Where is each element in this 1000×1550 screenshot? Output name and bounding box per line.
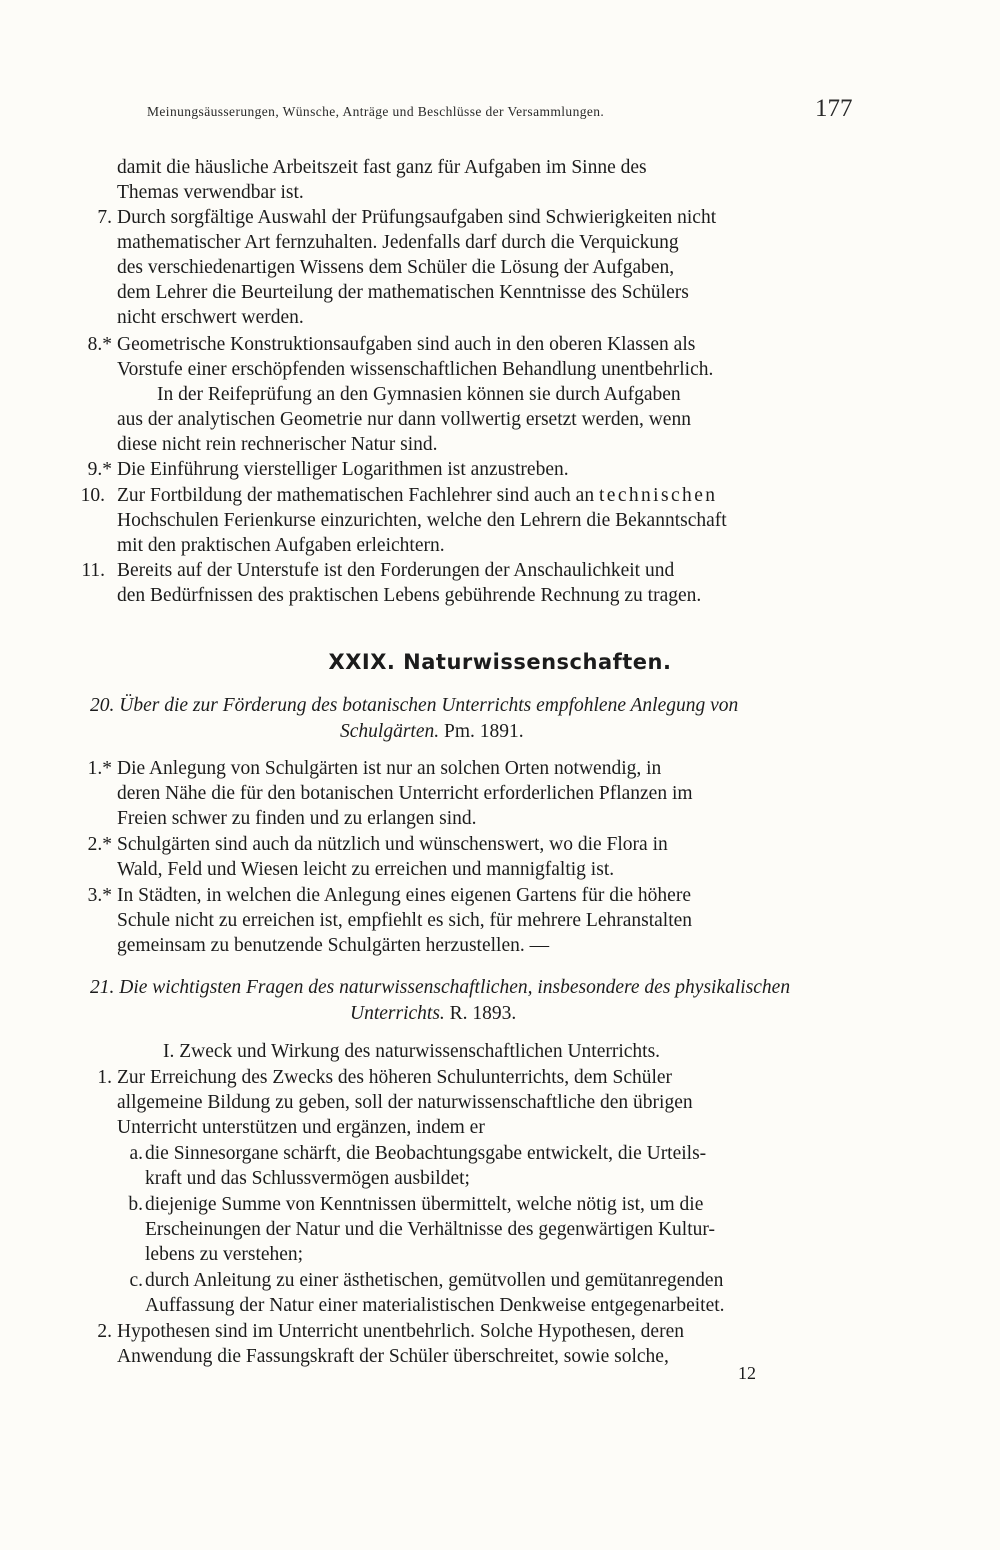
text-line: Hypothesen sind im Unterricht unentbehrlich. Solche Hypothesen, deren — [117, 1321, 684, 1342]
running-title: Meinungsäusserungen, Wünsche, Anträge und Beschlüsse der Versammlungen. — [147, 104, 605, 119]
text-line: Hochschulen Ferienkurse einzurichten, welche den Lehrern die Bekanntschaft — [117, 510, 727, 531]
text-line: Bereits auf der Unterstufe ist den Forderungen der Anschaulichkeit und — [117, 560, 675, 581]
text-line: mathematischer Art fernzuhalten. Jedenfalls darf durch die Verquickung — [117, 232, 679, 253]
item-number: 3.* — [87, 885, 112, 906]
item-number: 8.* — [87, 334, 112, 355]
section-heading: XXIX. Naturwissenschaften. — [328, 650, 672, 674]
text-line: gemeinsam zu benutzende Schulgärten herzustellen. — — [117, 935, 550, 956]
page-number: 177 — [815, 95, 853, 122]
text-line: diese nicht rein rechnerischer Natur sind. — [117, 434, 438, 455]
text-line: Freien schwer zu finden und zu erlangen sind. — [117, 808, 477, 829]
text-line: Themas verwendbar ist. — [117, 182, 304, 203]
item-number: 1.* — [87, 758, 112, 779]
text-line: Auffassung der Natur einer materialistischen Denkweise entgegenarbeitet. — [145, 1295, 725, 1316]
entry-title: Die wichtigsten Fragen des naturwissenschaftlichen, insbesondere des physikalischen — [119, 977, 791, 998]
entry-title-line — [340, 720, 524, 744]
text-line: Wald, Feld und Wiesen leicht zu erreichen und mannigfaltig ist. — [117, 859, 615, 880]
text-line: Geometrische Konstruktionsaufgaben sind auch in den oberen Klassen als — [117, 334, 696, 355]
text-line: In Städten, in welchen die Anlegung eines eigenen Gartens für die höhere — [117, 885, 691, 906]
item-number: 10. — [80, 485, 105, 506]
text-line: diejenige Summe von Kenntnissen übermittelt, welche nötig ist, um die — [145, 1194, 704, 1215]
text-line: durch Anleitung zu einer ästhetischen, gemütvollen und gemütanregenden — [145, 1270, 724, 1291]
entry-title-line — [90, 694, 738, 718]
text-line: dem Lehrer die Beurteilung der mathematischen Kenntnisse des Schülers — [117, 282, 689, 303]
text-line: damit die häusliche Arbeitszeit fast ganz für Aufgaben im Sinne des — [117, 157, 647, 178]
text-line: Durch sorgfältige Auswahl der Prüfungsaufgaben sind Schwierigkeiten nicht — [117, 207, 717, 228]
text-line: Die Anlegung von Schulgärten ist nur an solchen Orten notwendig, in — [117, 758, 662, 779]
text-line: des verschiedenartigen Wissens dem Schüler die Lösung der Aufgaben, — [117, 257, 675, 278]
entry-source: Pm. 1891. — [443, 721, 524, 742]
text-line: lebens zu verstehen; — [145, 1244, 304, 1265]
text-line: den Bedürfnissen des praktischen Lebens gebührende Rechnung zu tragen. — [117, 585, 702, 606]
item-number: 11. — [81, 560, 105, 581]
subsection-heading: I. Zweck und Wirkung des naturwissenschaftlichen Unterrichts. — [163, 1041, 661, 1062]
text-line: aus der analytischen Geometrie nur dann vollwertig ersetzt werden, wenn — [117, 409, 691, 430]
text-line: Vorstufe einer erschöpfenden wissenschaftlichen Behandlung unentbehrlich. — [117, 359, 714, 380]
text-line: Schule nicht zu erreichen ist, empfiehlt es sich, für mehrere Lehranstalten — [117, 910, 693, 931]
text-line: Anwendung die Fassungskraft der Schüler überschreitet, sowie solche, — [117, 1346, 669, 1367]
text-line: kraft und das Schlussvermögen ausbildet; — [145, 1168, 470, 1189]
item-number: 9.* — [87, 459, 112, 480]
text-line: Zur Erreichung des Zwecks des höheren Schulunterrichts, dem Schüler — [117, 1067, 673, 1088]
entry-title: Schulgärten. — [340, 721, 440, 742]
text-line: die Sinnesorgane schärft, die Beobachtungsgabe entwickelt, die Urteils- — [145, 1143, 707, 1164]
text-segment: Zur Fortbildung der mathematischen Fachlehrer sind auch an — [117, 485, 595, 506]
text-line: Unterricht unterstützen und ergänzen, indem er — [117, 1117, 485, 1138]
text-line: Erscheinungen der Natur und die Verhältnisse des gegenwärtigen Kultur- — [145, 1219, 715, 1240]
item-letter: a. — [129, 1143, 143, 1164]
entry-number: 21. — [90, 977, 115, 998]
text-line: Die Einführung vierstelliger Logarithmen ist anzustreben. — [117, 459, 569, 480]
entry-source: R. 1893. — [449, 1003, 517, 1024]
emphasis-spaced: technischen — [598, 485, 718, 506]
item-letter: c. — [129, 1270, 143, 1291]
item-number: 2.* — [87, 834, 112, 855]
text-line: nicht erschwert werden. — [117, 307, 304, 328]
entry-number: 20. — [90, 695, 115, 716]
signature-mark: 12 — [738, 1363, 756, 1383]
item-number: 7. — [97, 207, 112, 228]
entry-title: Über die zur Förderung des botanischen Unterrichts empfohlene Anlegung von — [119, 695, 739, 716]
text-line: Schulgärten sind auch da nützlich und wünschenswert, wo die Flora in — [117, 834, 668, 855]
text-line: deren Nähe die für den botanischen Unterricht erforderlichen Pflanzen im — [117, 783, 693, 804]
text-line: allgemeine Bildung zu geben, soll der naturwissenschaftliche den übrigen — [117, 1092, 693, 1113]
text-line: In der Reifeprüfung an den Gymnasien können sie durch Aufgaben — [157, 384, 681, 405]
text-line — [117, 484, 717, 508]
entry-title: Unterrichts. — [350, 1003, 445, 1024]
item-number: 1. — [97, 1067, 112, 1088]
item-letter: b. — [128, 1194, 143, 1215]
text-line: mit den praktischen Aufgaben erleichtern. — [117, 535, 445, 556]
entry-title-line — [90, 976, 790, 1000]
item-number: 2. — [97, 1321, 112, 1342]
entry-title-line — [350, 1002, 516, 1026]
